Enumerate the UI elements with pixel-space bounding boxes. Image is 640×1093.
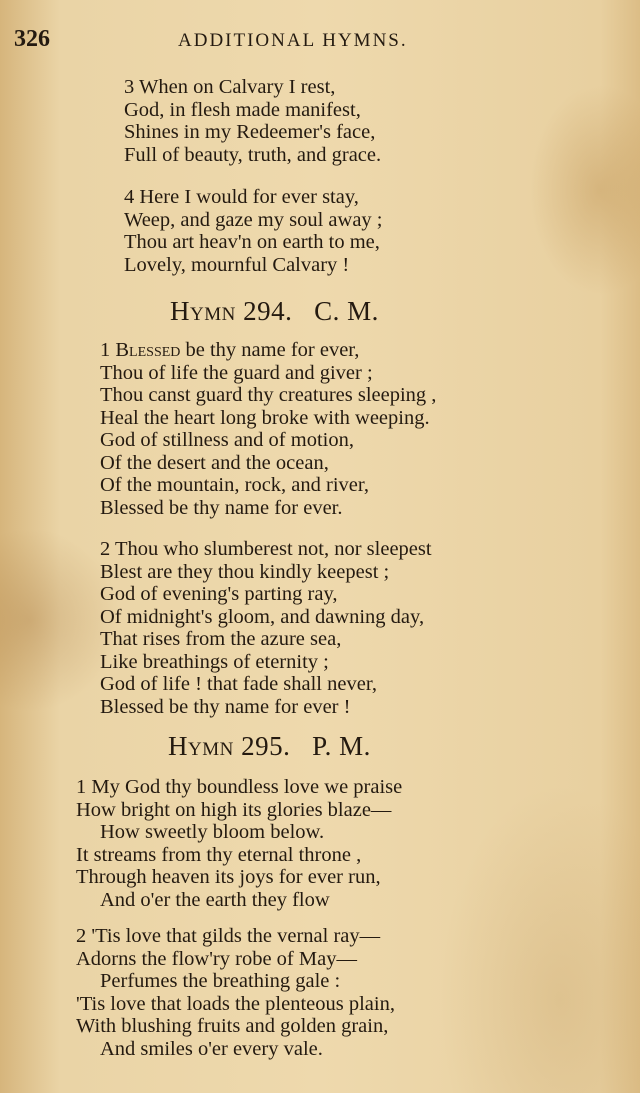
verse-line: Heal the heart long broke with weeping. — [100, 406, 430, 429]
verse-line: How bright on high its glories blaze— — [76, 798, 392, 821]
verse-line: Adorns the flow'ry robe of May— — [76, 947, 357, 970]
page-number: 326 — [14, 26, 50, 52]
verse-line: Lovely, mournful Calvary ! — [124, 253, 350, 276]
verse-line: 3 When on Calvary I rest, — [124, 76, 336, 98]
verse-line: It streams from thy eternal throne , — [76, 843, 362, 866]
verse-line: Of midnight's gloom, and dawning day, — [100, 605, 425, 628]
small-caps-word: Blessed — [115, 339, 181, 361]
hymn-meter: P. M. — [312, 731, 371, 761]
verse-line: Thou canst guard thy creatures sleeping , — [100, 384, 437, 406]
verse-line: Thou art heav'n on earth to me, — [124, 231, 380, 253]
verse-line: 'Tis love that loads the plenteous plain, — [76, 992, 395, 1015]
verse-line: Weep, and gaze my soul away ; — [124, 208, 383, 231]
verse-line: Thou of life the guard and giver ; — [100, 361, 373, 384]
verse-line: God of evening's parting ray, — [100, 583, 338, 605]
hymn-295-stanza-1 — [76, 776, 402, 911]
running-head: ADDITIONAL HYMNS. — [178, 30, 408, 51]
verse-line: Shines in my Redeemer's face, — [124, 121, 376, 143]
verse-line: 2 'Tis love that gilds the vernal ray— — [76, 925, 381, 947]
verse-line: 1 My God thy boundless love we praise — [76, 776, 403, 798]
hymn-294-stanza-1 — [100, 339, 436, 519]
hymn-word: Hymn — [168, 731, 234, 761]
verse-line: Blessed be thy name for ever ! — [100, 695, 351, 718]
verse-line: Perfumes the breathing gale : — [100, 970, 341, 992]
hymn-number: 295. — [241, 731, 291, 761]
hymn-word: Hymn — [170, 296, 236, 326]
verse-line: 2 Thou who slumberest not, nor sleepest — [100, 538, 432, 560]
verse-line: Of the mountain, rock, and river, — [100, 474, 370, 496]
verse-line: God of stillness and of motion, — [100, 429, 354, 451]
verse-line: God, in flesh made manifest, — [124, 98, 361, 121]
verse-line: Blessed be thy name for ever. — [100, 496, 343, 519]
verse-line: Of the desert and the ocean, — [100, 451, 329, 474]
prev-hymn-stanza-3 — [124, 76, 381, 166]
verse-line: God of life ! that fade shall never, — [100, 673, 377, 695]
verse-line: How sweetly bloom below. — [100, 821, 325, 843]
hymn-295-stanza-2 — [76, 925, 395, 1060]
verse-line: And smiles o'er every vale. — [100, 1037, 323, 1060]
verse-line: Like breathings of eternity ; — [100, 650, 329, 673]
verse-line — [100, 339, 436, 362]
verse-line: And o'er the earth they flow — [100, 888, 330, 911]
hymn-295-title — [168, 731, 371, 761]
verse-line: With blushing fruits and golden grain, — [76, 1015, 389, 1037]
verse-line: 4 Here I would for ever stay, — [124, 186, 359, 208]
verse-line: Through heaven its joys for ever run, — [76, 866, 381, 888]
page-header — [0, 26, 640, 54]
verse-line: Full of beauty, truth, and grace. — [124, 143, 382, 166]
verse-line: Blest are they thou kindly keepest ; — [100, 560, 390, 583]
hymn-number: 294. — [243, 296, 293, 326]
prev-hymn-stanza-4 — [124, 186, 383, 276]
hymn-294-stanza-2 — [100, 538, 432, 718]
verse-line-rest: be thy name for ever, — [180, 339, 360, 361]
stanza-number: 1 — [100, 339, 116, 361]
hymn-294-title — [170, 296, 379, 326]
verse-line: That rises from the azure sea, — [100, 628, 342, 650]
hymn-meter: C. M. — [314, 296, 379, 326]
